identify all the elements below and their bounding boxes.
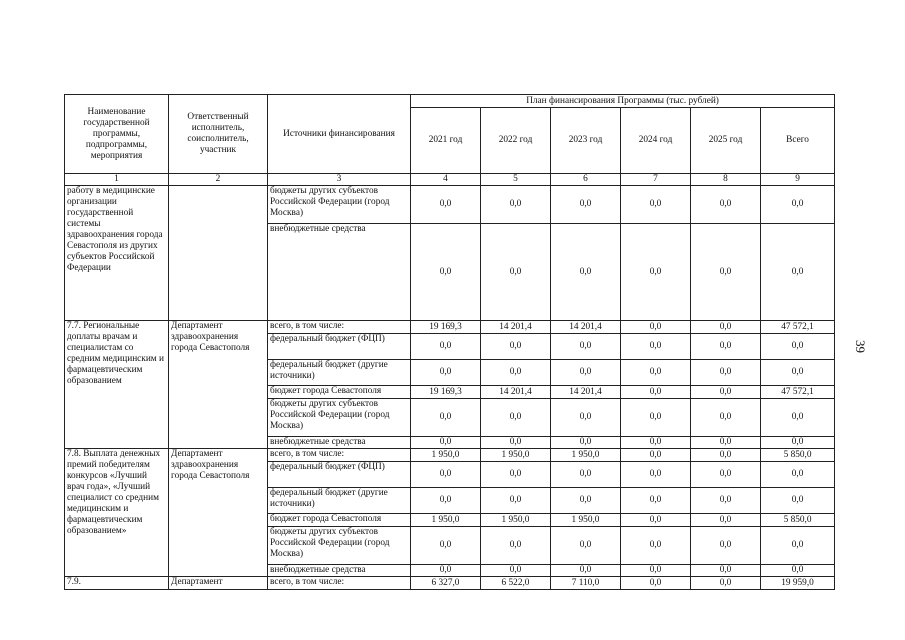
year-value-cell: 0,0 (691, 186, 761, 224)
total-value-cell: 0,0 (761, 565, 835, 577)
year-value-cell: 0,0 (691, 577, 761, 590)
year-value-cell: 0,0 (621, 449, 691, 462)
year-value-cell: 19 169,3 (411, 386, 481, 399)
year-value-cell: 0,0 (481, 565, 551, 577)
year-value-cell: 0,0 (621, 334, 691, 360)
year-value-cell: 0,0 (481, 334, 551, 360)
year-value-cell: 0,0 (551, 399, 621, 437)
funding-source-cell: федеральный бюджет (ФЦП) (268, 462, 411, 488)
year-value-cell: 0,0 (411, 334, 481, 360)
year-value-cell: 14 201,4 (551, 321, 621, 334)
year-value-cell: 0,0 (551, 488, 621, 514)
year-value-cell: 19 169,3 (411, 321, 481, 334)
year-value-cell: 0,0 (411, 360, 481, 386)
total-value-cell: 0,0 (761, 527, 835, 565)
funding-source-cell: всего, в том числе: (268, 449, 411, 462)
total-value-cell: 0,0 (761, 437, 835, 449)
header-year: 2022 год (481, 108, 551, 174)
financing-table (64, 94, 835, 590)
funding-source-cell: федеральный бюджет (ФЦП) (268, 334, 411, 360)
table-row (65, 321, 835, 334)
year-value-cell: 0,0 (481, 186, 551, 224)
year-value-cell: 0,0 (691, 488, 761, 514)
funding-source-cell: внебюджетные средства (268, 437, 411, 449)
year-value-cell: 0,0 (691, 462, 761, 488)
program-name-cell: 7.8. Выплата денежных премий победителям конкурсов «Лучший врач года», «Лучший специалист со средним медицинским и фармацевтическим образованием» (65, 449, 169, 577)
year-value-cell: 0,0 (621, 527, 691, 565)
year-value-cell: 0,0 (691, 514, 761, 527)
funding-source-cell: бюджеты других субъектов Российской Федерации (город Москва) (268, 399, 411, 437)
year-value-cell: 14 201,4 (481, 321, 551, 334)
total-value-cell: 5 850,0 (761, 449, 835, 462)
year-value-cell: 0,0 (481, 399, 551, 437)
column-index: 9 (761, 174, 835, 186)
year-value-cell: 0,0 (691, 386, 761, 399)
year-value-cell: 0,0 (691, 565, 761, 577)
year-value-cell: 1 950,0 (551, 449, 621, 462)
year-value-cell: 0,0 (551, 565, 621, 577)
year-value-cell: 6 522,0 (481, 577, 551, 590)
total-value-cell: 19 959,0 (761, 577, 835, 590)
year-value-cell: 0,0 (551, 527, 621, 565)
funding-source-cell: внебюджетные средства (268, 565, 411, 577)
table-row (65, 449, 835, 462)
total-value-cell: 0,0 (761, 186, 835, 224)
header-year: 2025 год (691, 108, 761, 174)
year-value-cell: 1 950,0 (551, 514, 621, 527)
program-name-cell: работу в медицинские организации государственной системы здравоохранения города Севастополя из других субъектов Российской Федерации (65, 186, 169, 321)
total-value-cell: 0,0 (761, 334, 835, 360)
year-value-cell: 0,0 (691, 399, 761, 437)
year-value-cell: 0,0 (411, 186, 481, 224)
year-value-cell: 0,0 (411, 462, 481, 488)
table-row (65, 186, 835, 224)
year-value-cell: 0,0 (481, 462, 551, 488)
year-value-cell: 0,0 (551, 334, 621, 360)
column-index: 1 (65, 174, 169, 186)
year-value-cell: 14 201,4 (551, 386, 621, 399)
year-value-cell: 0,0 (691, 321, 761, 334)
header-year: 2021 год (411, 108, 481, 174)
year-value-cell: 0,0 (481, 360, 551, 386)
funding-source-cell: всего, в том числе: (268, 321, 411, 334)
year-value-cell: 0,0 (411, 565, 481, 577)
page-number: 39 (853, 340, 868, 353)
total-value-cell: 0,0 (761, 462, 835, 488)
year-value-cell: 0,0 (481, 488, 551, 514)
year-value-cell: 0,0 (621, 386, 691, 399)
year-value-cell: 0,0 (621, 565, 691, 577)
year-value-cell: 0,0 (621, 462, 691, 488)
year-value-cell: 0,0 (481, 224, 551, 321)
year-value-cell: 0,0 (411, 399, 481, 437)
header-year: 2024 год (621, 108, 691, 174)
funding-source-cell: бюджет города Севастополя (268, 514, 411, 527)
funding-source-cell: бюджет города Севастополя (268, 386, 411, 399)
year-value-cell: 0,0 (551, 186, 621, 224)
total-value-cell: 0,0 (761, 399, 835, 437)
year-value-cell: 0,0 (691, 437, 761, 449)
year-value-cell: 1 950,0 (411, 449, 481, 462)
table-header (65, 95, 835, 186)
year-value-cell: 0,0 (411, 488, 481, 514)
funding-source-cell: федеральный бюджет (другие источники) (268, 360, 411, 386)
header-year: 2023 год (551, 108, 621, 174)
year-value-cell: 0,0 (691, 334, 761, 360)
funding-source-cell: всего, в том числе: (268, 577, 411, 590)
program-name-cell: 7.7. Региональные доплаты врачам и специалистам со средним медицинским и фармацевтическим образованием (65, 321, 169, 449)
year-value-cell: 0,0 (621, 399, 691, 437)
responsible-cell: Департамент здравоохранения города Севастополя (169, 449, 268, 577)
header-source: Источники финансирования (268, 95, 411, 174)
header-program: Наименование государственной программы, подпрограммы, мероприятия (65, 95, 169, 174)
header-responsible: Ответственный исполнитель, соисполнитель, участник (169, 95, 268, 174)
column-index: 8 (691, 174, 761, 186)
year-value-cell: 1 950,0 (481, 514, 551, 527)
year-value-cell: 0,0 (691, 449, 761, 462)
table-body (65, 186, 835, 590)
year-value-cell: 1 950,0 (481, 449, 551, 462)
column-index: 6 (551, 174, 621, 186)
total-value-cell: 47 572,1 (761, 386, 835, 399)
year-value-cell: 0,0 (621, 186, 691, 224)
year-value-cell: 0,0 (691, 360, 761, 386)
year-value-cell: 0,0 (621, 224, 691, 321)
funding-source-cell: внебюджетные средства (268, 224, 411, 321)
year-value-cell: 14 201,4 (481, 386, 551, 399)
year-value-cell: 0,0 (411, 527, 481, 565)
header-total: Всего (761, 108, 835, 174)
program-name-cell: 7.9. (65, 577, 169, 590)
year-value-cell: 0,0 (691, 527, 761, 565)
column-index-row (65, 174, 835, 186)
total-value-cell: 47 572,1 (761, 321, 835, 334)
year-value-cell: 0,0 (621, 488, 691, 514)
year-value-cell: 0,0 (621, 321, 691, 334)
funding-source-cell: бюджеты других субъектов Российской Федерации (город Москва) (268, 186, 411, 224)
year-value-cell: 6 327,0 (411, 577, 481, 590)
responsible-cell (169, 186, 268, 321)
total-value-cell: 0,0 (761, 488, 835, 514)
year-value-cell: 7 110,0 (551, 577, 621, 590)
column-index: 5 (481, 174, 551, 186)
responsible-cell: Департамент здравоохранения города Севастополя (169, 321, 268, 449)
year-value-cell: 0,0 (551, 360, 621, 386)
year-value-cell: 0,0 (621, 577, 691, 590)
funding-source-cell: федеральный бюджет (другие источники) (268, 488, 411, 514)
total-value-cell: 5 850,0 (761, 514, 835, 527)
year-value-cell: 0,0 (551, 224, 621, 321)
table-row (65, 577, 835, 590)
year-value-cell: 1 950,0 (411, 514, 481, 527)
year-value-cell: 0,0 (551, 462, 621, 488)
year-value-cell: 0,0 (411, 437, 481, 449)
year-value-cell: 0,0 (481, 437, 551, 449)
responsible-cell: Департамент (169, 577, 268, 590)
year-value-cell: 0,0 (551, 437, 621, 449)
column-index: 2 (169, 174, 268, 186)
total-value-cell: 0,0 (761, 360, 835, 386)
year-value-cell: 0,0 (481, 527, 551, 565)
year-value-cell: 0,0 (621, 514, 691, 527)
year-value-cell: 0,0 (411, 224, 481, 321)
year-value-cell: 0,0 (691, 224, 761, 321)
column-index: 3 (268, 174, 411, 186)
total-value-cell: 0,0 (761, 224, 835, 321)
column-index: 4 (411, 174, 481, 186)
funding-source-cell: бюджеты других субъектов Российской Федерации (город Москва) (268, 527, 411, 565)
year-value-cell: 0,0 (621, 437, 691, 449)
year-value-cell: 0,0 (621, 360, 691, 386)
column-index: 7 (621, 174, 691, 186)
header-plan-title: План финансирования Программы (тыс. рублей) (411, 95, 835, 108)
